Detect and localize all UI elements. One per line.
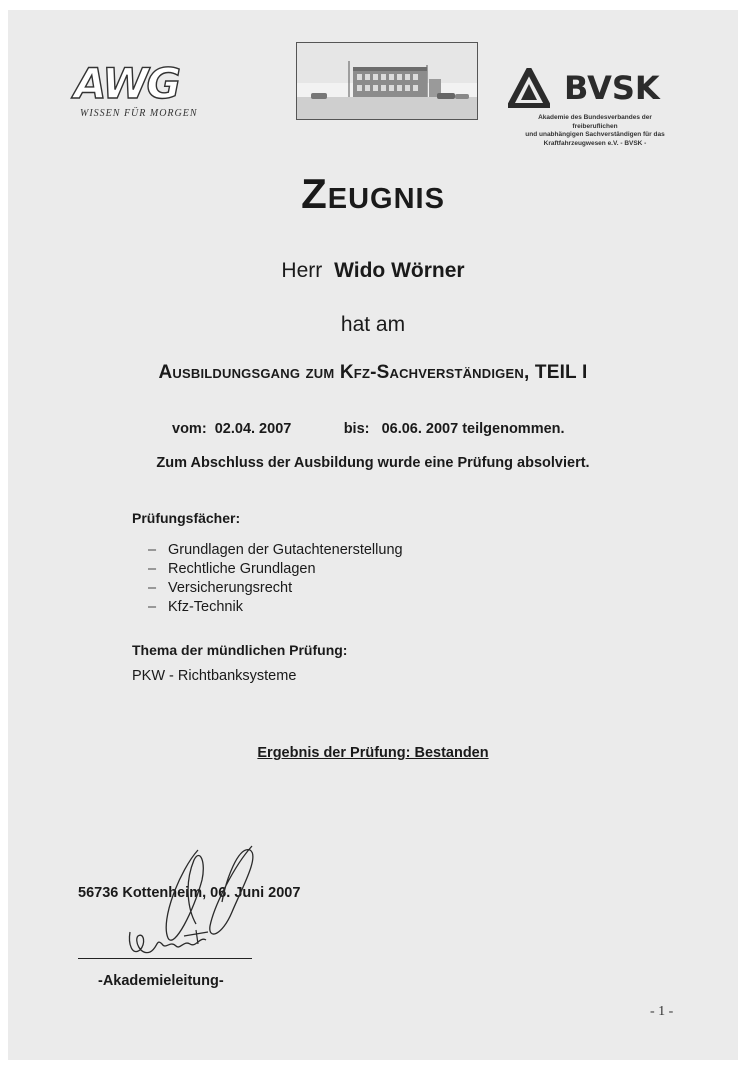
handwritten-signature (110, 840, 280, 970)
salutation: Herr (281, 259, 323, 282)
vom-value: 02.04. 2007 (214, 421, 292, 437)
bvsk-logo-text: BVSK (564, 69, 660, 107)
building-photo (296, 42, 478, 120)
vom-label: vom: (172, 421, 207, 437)
bvsk-subtitle-line: und unabhängigen Sachverständigen für das (525, 131, 665, 138)
recipient-name: Wido Wörner (334, 259, 465, 282)
subject-label: Rechtliche Grundlagen (168, 561, 316, 577)
awg-logo-text: AWG (74, 59, 180, 108)
signatory-title: -Akademieleitung- (98, 973, 224, 989)
dash-icon: – (148, 542, 157, 558)
recipient-line (0, 256, 746, 286)
subject-label: Versicherungsrecht (168, 580, 293, 596)
awg-tagline: WISSEN FÜR MORGEN (80, 108, 198, 119)
page-number: - 1 - (650, 1004, 674, 1019)
list-item (148, 598, 403, 617)
bis-value: 06.06. 2007 (381, 421, 459, 437)
subjects-list (148, 541, 403, 617)
subject-label: Kfz-Technik (168, 599, 243, 615)
bis-label: bis: (343, 421, 370, 437)
dates-suffix: teilgenommen. (462, 421, 565, 437)
awg-logo (74, 59, 214, 128)
list-item (148, 560, 403, 579)
bvsk-subtitle-line: freiberuflichen (572, 122, 618, 130)
list-item (148, 541, 403, 560)
oral-exam-topic: PKW - Richtbanksysteme (132, 668, 297, 684)
bvsk-subtitle (500, 114, 690, 148)
certificate-title: Zeugnis (301, 170, 445, 217)
bvsk-subtitle-line: Akademie des Bundesverbandes der (538, 114, 652, 121)
course-dates (172, 418, 692, 440)
subject-label: Grundlagen der Gutachtenerstellung (168, 542, 403, 558)
dash-icon: – (148, 561, 157, 577)
bvsk-logo (500, 66, 690, 156)
list-item (148, 579, 403, 598)
exam-result-text: Ergebnis der Prüfung: Bestanden (257, 745, 489, 761)
bvsk-subtitle-line: Kraftfahrzeugwesen e.V. - BVSK - (543, 139, 647, 147)
exam-result (0, 742, 746, 764)
oral-exam-heading: Thema der mündlichen Prüfung: (132, 642, 348, 658)
dash-icon: – (148, 599, 157, 615)
signature-line (78, 958, 252, 959)
bvsk-triangle-icon (508, 68, 550, 108)
course-title: Ausbildungsgang zum Kfz-Sachverständigen, TEIL I (158, 362, 588, 383)
subjects-heading: Prüfungsfächer: (132, 510, 241, 526)
building-photo-icon (297, 43, 477, 119)
dash-icon: – (148, 580, 157, 596)
hat-am-text: hat am (340, 313, 406, 336)
exam-statement: Zum Abschluss der Ausbildung wurde eine Prüfung absolviert. (156, 455, 590, 471)
place-date: 56736 Kottenheim, 06. Juni 2007 (78, 885, 301, 901)
